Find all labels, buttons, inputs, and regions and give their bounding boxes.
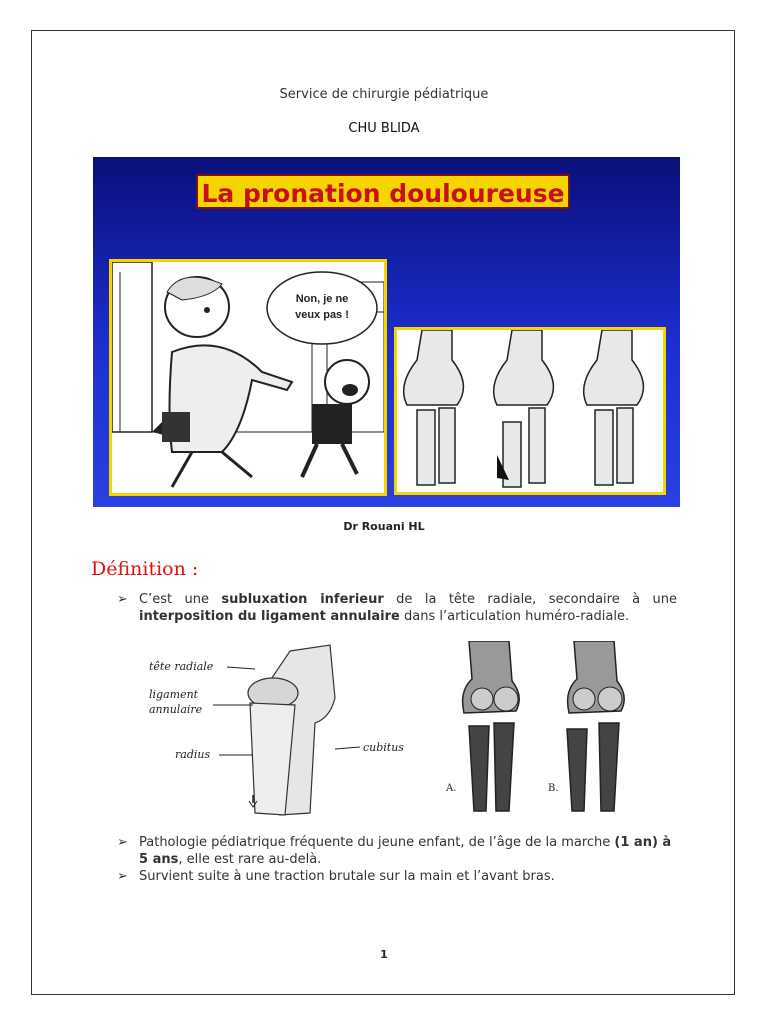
bullet-definition (117, 591, 677, 625)
cartoon-drawing (112, 262, 384, 493)
page-number: 1 (380, 948, 388, 961)
labeled-elbow-diagram (135, 643, 415, 818)
bold-text: subluxation inferieur (221, 592, 384, 607)
label-a: A. (446, 783, 457, 794)
label-b: B. (548, 783, 559, 794)
text: de la tête radiale, secondaire à une (383, 592, 677, 607)
text: Survient suite à une traction brutale sur la main et l’avant bras. (139, 869, 555, 884)
elbow-bones-illustration (394, 327, 666, 495)
label-annulaire: annulaire (149, 703, 203, 716)
label-cubitus: cubitus (363, 741, 404, 754)
author: Dr Rouani HL (343, 520, 425, 533)
definition-heading: Définition : (91, 558, 199, 580)
label-ligament: ligament (149, 688, 199, 701)
bullet-traction (117, 868, 677, 885)
elbow-bones-drawing (397, 330, 663, 492)
bullet-arrow-icon: ➢ (117, 592, 128, 607)
banner-title: La pronation douloureuse (196, 174, 570, 209)
cartoon-illustration (109, 259, 387, 496)
bold-text: interposition du ligament annulaire (139, 609, 400, 624)
title-banner-image (93, 157, 680, 507)
text: dans l’articulation huméro-radiale. (399, 609, 630, 624)
bold-text: (1 an) à 5 ans (139, 835, 672, 867)
speech-line-2: veux pas ! (295, 309, 349, 321)
institution-header: CHU BLIDA (348, 121, 420, 136)
text: C’est une (139, 592, 222, 607)
speech-line-1: Non, je ne (295, 293, 349, 305)
xray-elbow-comparison (424, 641, 646, 820)
bullet-arrow-icon: ➢ (117, 869, 128, 884)
bullet-arrow-icon: ➢ (117, 835, 128, 850)
service-header: Service de chirurgie pédiatrique (279, 87, 489, 102)
text: , elle est rare au-delà. (178, 852, 322, 867)
label-radius: radius (175, 748, 211, 761)
label-tete-radiale: tête radiale (149, 660, 214, 673)
bullet-pathologie (117, 834, 677, 868)
text: Pathologie pédiatrique fréquente du jeune enfant, de l’âge de la marche (139, 835, 615, 850)
